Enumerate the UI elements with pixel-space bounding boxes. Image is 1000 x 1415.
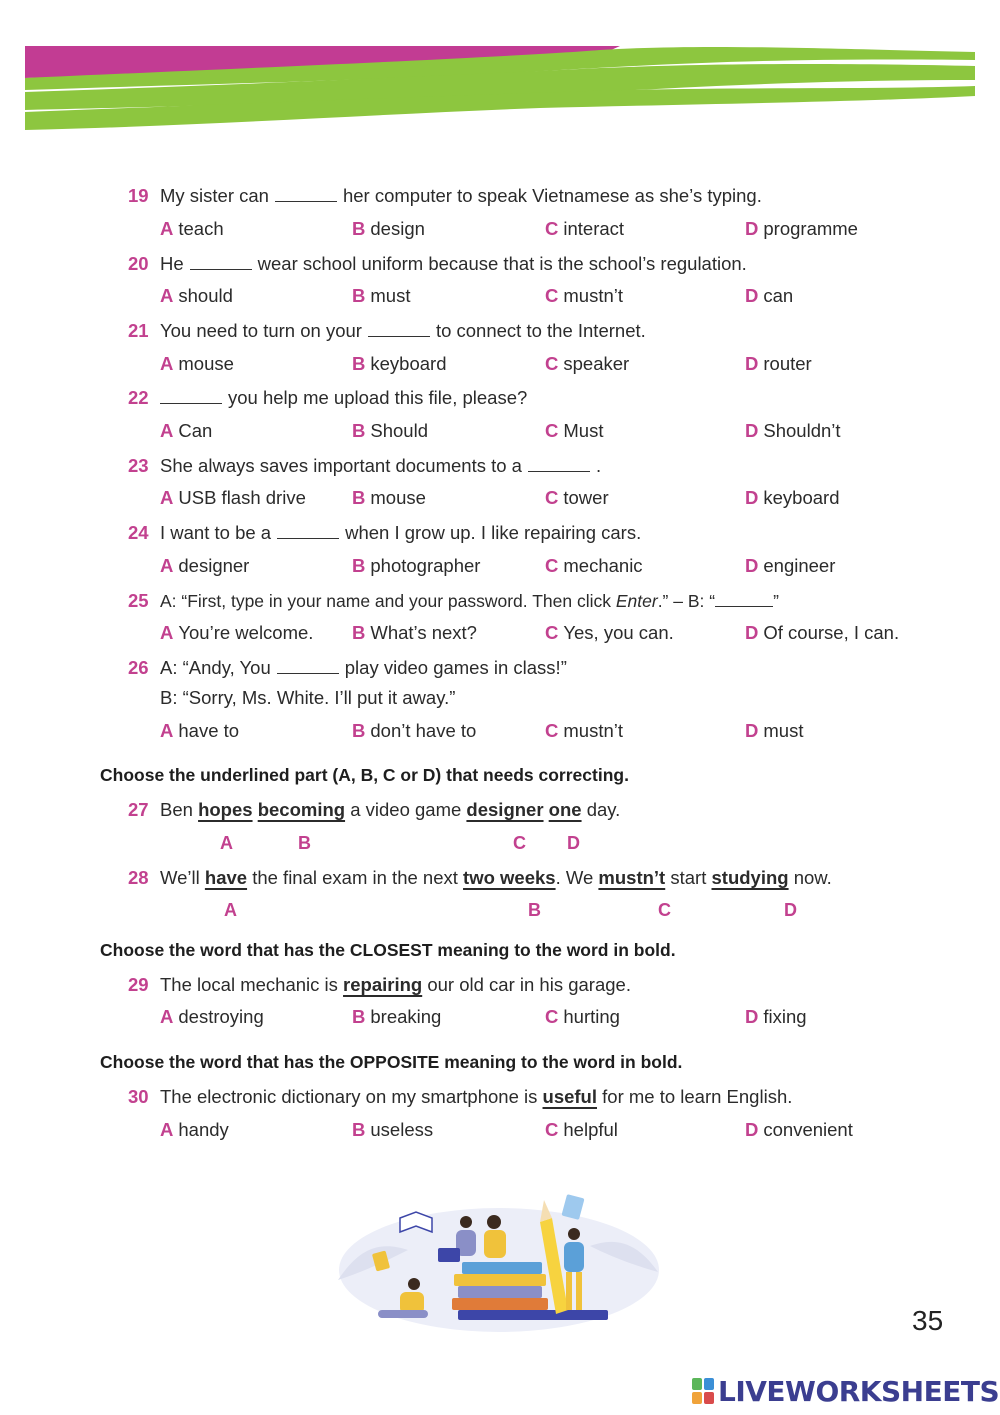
- liveworksheets-logo[interactable]: [692, 1374, 999, 1408]
- brand-name: LIVEWORKSHEETS: [718, 1374, 1000, 1408]
- option-a[interactable]: A designer: [160, 555, 250, 576]
- option-d[interactable]: D can: [745, 285, 794, 306]
- option-a[interactable]: A should: [160, 285, 233, 306]
- underlined-part-c[interactable]: designer: [466, 799, 544, 820]
- question-stem: He wear school uniform because that is the school’s regulation.: [160, 253, 747, 274]
- answer-blank[interactable]: [190, 253, 252, 270]
- instruction-closest-meaning: Choose the word that has the CLOSEST meaning to the word in bold.: [100, 940, 676, 960]
- question-stem: My sister can her computer to speak Vietnamese as she’s typing.: [160, 185, 762, 206]
- mark-a: A: [220, 833, 233, 853]
- option-b[interactable]: B photographer: [352, 555, 481, 576]
- option-c[interactable]: C helpful: [545, 1119, 618, 1140]
- question-number: 28: [128, 867, 149, 888]
- question-stem: You need to turn on your to connect to the Internet.: [160, 320, 646, 341]
- option-c[interactable]: C hurting: [545, 1006, 620, 1027]
- underlined-part-d[interactable]: one: [548, 799, 582, 820]
- option-b[interactable]: B don’t have to: [352, 720, 477, 741]
- option-b[interactable]: B breaking: [352, 1006, 442, 1027]
- option-d[interactable]: D engineer: [745, 555, 836, 576]
- bold-word: useful: [542, 1086, 597, 1107]
- option-c[interactable]: C mechanic: [545, 555, 643, 576]
- answer-blank[interactable]: [368, 320, 430, 337]
- option-a[interactable]: A You’re welcome.: [160, 622, 314, 643]
- underlined-part-b[interactable]: becoming: [257, 799, 346, 820]
- option-b[interactable]: B mouse: [352, 487, 426, 508]
- option-a[interactable]: A mouse: [160, 353, 234, 374]
- option-a[interactable]: A USB flash drive: [160, 487, 306, 508]
- answer-blank[interactable]: [715, 590, 773, 607]
- option-a[interactable]: A handy: [160, 1119, 229, 1140]
- header-banner: [0, 0, 1000, 140]
- option-d[interactable]: D router: [745, 353, 812, 374]
- bold-word: repairing: [343, 974, 423, 995]
- question-stem: The local mechanic is repairing our old car in his garage.: [160, 974, 631, 995]
- question-number: 26: [128, 657, 149, 678]
- page-number: 35: [912, 1305, 944, 1336]
- underlined-part-a[interactable]: hopes: [198, 799, 253, 820]
- question-number: 22: [128, 387, 149, 408]
- question-number: 30: [128, 1086, 149, 1107]
- underlined-part-c[interactable]: mustn’t: [598, 867, 666, 888]
- question-stem: We’ll have the final exam in the next two weeks. We mustn’t start studying now.: [160, 867, 832, 888]
- question-stem-line2: B: “Sorry, Ms. White. I’ll put it away.”: [160, 687, 456, 708]
- option-c[interactable]: C speaker: [545, 353, 630, 374]
- answer-blank[interactable]: [277, 657, 339, 674]
- instruction-opposite-meaning: Choose the word that has the OPPOSITE meaning to the word in bold.: [100, 1052, 683, 1072]
- question-number: 25: [128, 590, 149, 611]
- option-b[interactable]: B What’s next?: [352, 622, 477, 643]
- students-books-illustration: [318, 1160, 680, 1338]
- question-stem: Ben hopes becoming a video game designer one day.: [160, 799, 621, 820]
- underlined-part-d[interactable]: studying: [711, 867, 789, 888]
- option-b[interactable]: B design: [352, 218, 425, 239]
- underlined-part-b[interactable]: two weeks: [463, 867, 556, 888]
- logo-mark-icon: [692, 1378, 714, 1404]
- answer-blank[interactable]: [528, 455, 590, 472]
- question-stem: The electronic dictionary on my smartphone is useful for me to learn English.: [160, 1086, 793, 1107]
- question-stem: A: “Andy, You play video games in class!”: [160, 657, 567, 678]
- option-d[interactable]: D convenient: [745, 1119, 853, 1140]
- option-c[interactable]: C Yes, you can.: [545, 622, 674, 643]
- question-number: 21: [128, 320, 149, 341]
- question-stem: She always saves important documents to a .: [160, 455, 602, 476]
- question-stem: you help me upload this file, please?: [160, 386, 527, 410]
- mark-a: A: [224, 900, 237, 920]
- option-c[interactable]: C mustn’t: [545, 285, 624, 306]
- option-b[interactable]: B must: [352, 285, 411, 306]
- option-c[interactable]: C tower: [545, 487, 609, 508]
- mark-b: B: [528, 900, 541, 920]
- underlined-part-a[interactable]: have: [204, 867, 248, 888]
- option-d[interactable]: D programme: [745, 218, 858, 239]
- option-b[interactable]: B Should: [352, 420, 428, 441]
- question-number: 19: [128, 185, 149, 206]
- question-stem: I want to be a when I grow up. I like repairing cars.: [160, 522, 642, 543]
- option-c[interactable]: C mustn’t: [545, 720, 624, 741]
- mark-c: C: [658, 900, 671, 920]
- option-d[interactable]: D Shouldn’t: [745, 420, 841, 441]
- question-number: 29: [128, 974, 149, 995]
- answer-blank[interactable]: [275, 185, 337, 202]
- option-b[interactable]: B keyboard: [352, 353, 447, 374]
- mark-d: D: [567, 833, 580, 853]
- question-number: 24: [128, 522, 149, 543]
- option-d[interactable]: D fixing: [745, 1006, 807, 1027]
- option-d[interactable]: D must: [745, 720, 804, 741]
- option-a[interactable]: A have to: [160, 720, 240, 741]
- option-d[interactable]: D Of course, I can.: [745, 622, 900, 643]
- option-c[interactable]: C Must: [545, 420, 604, 441]
- instruction-error-correction: Choose the underlined part (A, B, C or D) that needs correcting.: [100, 765, 629, 785]
- option-a[interactable]: A Can: [160, 420, 213, 441]
- question-stem: A: “First, type in your name and your password. Then click Enter.” – B: “ ”: [160, 591, 779, 611]
- option-a[interactable]: A teach: [160, 218, 224, 239]
- option-b[interactable]: B useless: [352, 1119, 434, 1140]
- mark-b: B: [298, 833, 311, 853]
- question-number: 27: [128, 799, 149, 820]
- answer-blank[interactable]: [277, 522, 339, 539]
- option-a[interactable]: A destroying: [160, 1006, 264, 1027]
- option-d[interactable]: D keyboard: [745, 487, 840, 508]
- option-c[interactable]: C interact: [545, 218, 625, 239]
- question-number: 20: [128, 253, 149, 274]
- mark-d: D: [784, 900, 797, 920]
- mark-c: C: [513, 833, 526, 853]
- question-number: 23: [128, 455, 149, 476]
- answer-blank[interactable]: [160, 387, 222, 404]
